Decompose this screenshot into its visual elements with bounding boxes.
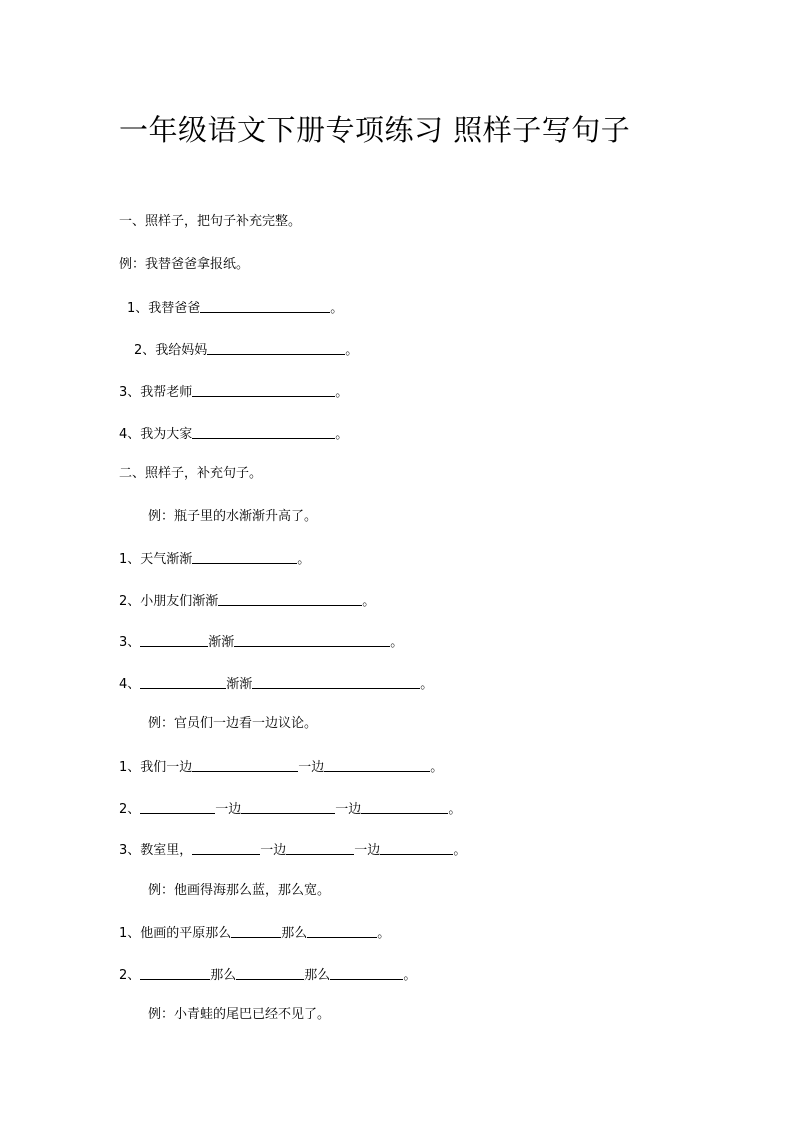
sentence-text: 。: [330, 301, 344, 316]
sentence-text: 那么: [281, 926, 308, 941]
fill-in-blank[interactable]: [236, 966, 304, 980]
exercise-item: [119, 632, 403, 652]
sentence-text: 渐渐: [208, 635, 235, 650]
fill-in-blank[interactable]: [286, 841, 354, 855]
sentence-text: 一边: [260, 843, 287, 858]
example-sentence: [148, 715, 317, 733]
example-sentence: [119, 256, 249, 274]
sentence-text: 例：官员们一边看一边议论。: [148, 716, 318, 731]
fill-in-blank[interactable]: [140, 966, 210, 980]
exercise-item: [119, 840, 466, 860]
sentence-text: 一边: [354, 843, 381, 858]
sentence-text: 3、教室里，: [119, 843, 193, 858]
sentence-text: 。: [362, 594, 376, 609]
fill-in-blank[interactable]: [231, 924, 281, 938]
sentence-text: 1、他画的平原那么: [119, 926, 232, 941]
sentence-text: 。: [335, 427, 349, 442]
fill-in-blank[interactable]: [192, 383, 335, 397]
sentence-text: 1、天气渐渐: [119, 552, 193, 567]
sentence-text: 。: [430, 760, 444, 775]
sentence-text: 。: [453, 843, 467, 858]
fill-in-blank[interactable]: [307, 924, 377, 938]
section-heading: [119, 465, 262, 483]
example-sentence: [148, 1006, 330, 1024]
sentence-text: 。: [345, 343, 359, 358]
exercise-item: [119, 549, 310, 569]
exercise-item: [119, 674, 433, 694]
exercise-item: [119, 799, 461, 819]
example-sentence: [148, 508, 317, 526]
sentence-text: 3、: [119, 635, 141, 650]
fill-in-blank[interactable]: [252, 675, 420, 689]
sentence-text: 例：瓶子里的水渐渐升高了。: [148, 509, 318, 524]
sentence-text: 例：小青蛙的尾巴已经不见了。: [148, 1007, 331, 1022]
fill-in-blank[interactable]: [324, 758, 430, 772]
example-sentence: [148, 882, 330, 900]
sentence-text: 。: [377, 926, 391, 941]
sentence-text: 一、照样子，把句子补充完整。: [119, 214, 302, 229]
section-heading: [119, 213, 301, 231]
fill-in-blank[interactable]: [200, 299, 330, 313]
sentence-text: 一边: [335, 802, 362, 817]
fill-in-blank[interactable]: [330, 966, 403, 980]
fill-in-blank[interactable]: [361, 800, 448, 814]
sentence-text: 。: [403, 968, 417, 983]
exercise-item: [119, 382, 348, 402]
sentence-text: 4、: [119, 677, 141, 692]
exercise-item: [119, 591, 375, 611]
sentence-text: 2、: [119, 802, 141, 817]
fill-in-blank[interactable]: [140, 675, 226, 689]
fill-in-blank[interactable]: [380, 841, 453, 855]
exercise-item: [127, 298, 343, 318]
fill-in-blank[interactable]: [192, 425, 335, 439]
page-title: 一年级语文下册专项练习 照样子写句子: [119, 113, 631, 147]
sentence-text: 那么: [210, 968, 237, 983]
exercise-item: [119, 757, 443, 777]
sentence-text: 那么: [304, 968, 331, 983]
sentence-text: 例：我替爸爸拿报纸。: [119, 257, 250, 272]
sentence-text: 一边: [215, 802, 242, 817]
sentence-text: 。: [390, 635, 404, 650]
sentence-text: 2、: [119, 968, 141, 983]
exercise-item: [134, 340, 358, 360]
sentence-text: 1、我替爸爸: [127, 301, 201, 316]
fill-in-blank[interactable]: [241, 800, 335, 814]
sentence-text: 二、照样子，补充句子。: [119, 466, 263, 481]
sentence-text: 渐渐: [226, 677, 253, 692]
sentence-text: 2、小朋友们渐渐: [119, 594, 219, 609]
sentence-text: 3、我帮老师: [119, 385, 193, 400]
exercise-item: [119, 424, 348, 444]
fill-in-blank[interactable]: [218, 592, 362, 606]
sentence-text: 。: [297, 552, 311, 567]
fill-in-blank[interactable]: [234, 633, 390, 647]
fill-in-blank[interactable]: [192, 550, 297, 564]
sentence-text: 2、我给妈妈: [134, 343, 208, 358]
sentence-text: 4、我为大家: [119, 427, 193, 442]
sentence-text: 一边: [298, 760, 325, 775]
fill-in-blank[interactable]: [192, 841, 260, 855]
fill-in-blank[interactable]: [140, 633, 208, 647]
fill-in-blank[interactable]: [140, 800, 215, 814]
fill-in-blank[interactable]: [192, 758, 298, 772]
sentence-text: 。: [335, 385, 349, 400]
sentence-text: 例：他画得海那么蓝，那么宽。: [148, 883, 331, 898]
sentence-text: 1、我们一边: [119, 760, 193, 775]
sentence-text: 。: [448, 802, 462, 817]
sentence-text: 。: [420, 677, 434, 692]
fill-in-blank[interactable]: [207, 341, 345, 355]
exercise-item: [119, 923, 390, 943]
exercise-item: [119, 965, 416, 985]
